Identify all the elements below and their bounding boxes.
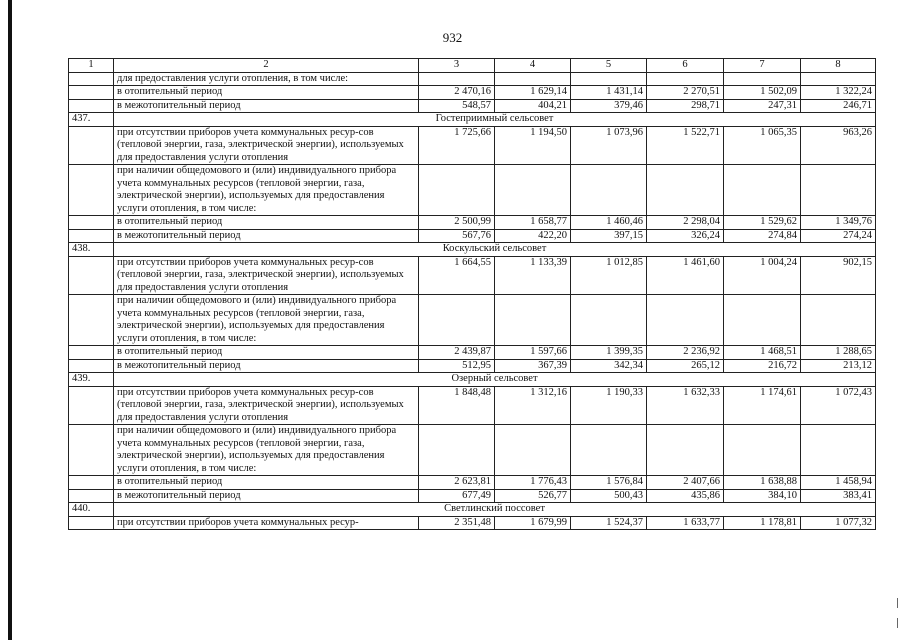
section-number: 439. bbox=[69, 373, 114, 387]
scan-mark bbox=[897, 598, 898, 608]
value-cell: 213,12 bbox=[801, 359, 876, 373]
value-cell: 1 012,85 bbox=[571, 256, 647, 295]
value-cell: 526,77 bbox=[495, 489, 571, 503]
value-cell: 383,41 bbox=[801, 489, 876, 503]
section-header-row bbox=[69, 113, 876, 127]
value-cell: 2 236,92 bbox=[647, 346, 724, 360]
value-cell: 246,71 bbox=[801, 99, 876, 113]
value-cell: 1 178,81 bbox=[724, 516, 801, 530]
table-row bbox=[69, 165, 876, 216]
row-number-cell bbox=[69, 516, 114, 530]
row-description: в отопительный период bbox=[114, 216, 419, 230]
section-number: 437. bbox=[69, 113, 114, 127]
value-cell: 1 004,24 bbox=[724, 256, 801, 295]
value-cell: 1 431,14 bbox=[571, 86, 647, 100]
value-cell: 1 633,77 bbox=[647, 516, 724, 530]
section-title: Гостеприимный сельсовет bbox=[114, 113, 876, 127]
value-cell: 1 597,66 bbox=[495, 346, 571, 360]
value-cell: 274,24 bbox=[801, 229, 876, 243]
row-description: при наличии общедомового и (или) индивидуального прибора учета коммунальных ресурсов (тепловой энергии, газа, электрической энергии), используемых для предоставления услуги отопления, в том числе: bbox=[114, 425, 419, 476]
value-cell: 2 623,81 bbox=[419, 476, 495, 490]
row-number-cell bbox=[69, 229, 114, 243]
value-cell: 1 664,55 bbox=[419, 256, 495, 295]
value-cell: 1 288,65 bbox=[801, 346, 876, 360]
value-cell: 1 133,39 bbox=[495, 256, 571, 295]
value-cell: 247,31 bbox=[724, 99, 801, 113]
table-row bbox=[69, 346, 876, 360]
row-description: при отсутствии приборов учета коммунальных ресур- bbox=[114, 516, 419, 530]
table-row bbox=[69, 216, 876, 230]
value-cell: 1 460,46 bbox=[571, 216, 647, 230]
value-cell bbox=[724, 425, 801, 476]
row-number-cell bbox=[69, 126, 114, 165]
value-cell: 1 629,14 bbox=[495, 86, 571, 100]
table-row bbox=[69, 229, 876, 243]
value-cell: 548,57 bbox=[419, 99, 495, 113]
table-row bbox=[69, 126, 876, 165]
row-description: для предоставления услуги отопления, в том числе: bbox=[114, 72, 419, 86]
row-number-cell bbox=[69, 99, 114, 113]
table-row bbox=[69, 295, 876, 346]
value-cell: 1 502,09 bbox=[724, 86, 801, 100]
row-description: в отопительный период bbox=[114, 346, 419, 360]
value-cell bbox=[571, 425, 647, 476]
row-description: при отсутствии приборов учета коммунальных ресур-сов (тепловой энергии, газа, электрической энергии), используемых для предоставления услуги отопления bbox=[114, 386, 419, 425]
value-cell bbox=[724, 72, 801, 86]
section-title: Озерный сельсовет bbox=[114, 373, 876, 387]
value-cell: 1 399,35 bbox=[571, 346, 647, 360]
row-description: в межотопительный период bbox=[114, 359, 419, 373]
table-row bbox=[69, 99, 876, 113]
section-number: 438. bbox=[69, 243, 114, 257]
value-cell: 2 470,16 bbox=[419, 86, 495, 100]
value-cell: 1 077,32 bbox=[801, 516, 876, 530]
table-body bbox=[69, 59, 876, 530]
row-description: в отопительный период bbox=[114, 476, 419, 490]
value-cell bbox=[571, 72, 647, 86]
value-cell bbox=[647, 72, 724, 86]
value-cell bbox=[724, 295, 801, 346]
row-number-cell bbox=[69, 425, 114, 476]
value-cell: 2 407,66 bbox=[647, 476, 724, 490]
value-cell: 1 461,60 bbox=[647, 256, 724, 295]
section-number: 440. bbox=[69, 503, 114, 517]
value-cell: 1 848,48 bbox=[419, 386, 495, 425]
page-number: 932 bbox=[442, 30, 463, 45]
column-header: 5 bbox=[571, 59, 647, 73]
section-header-row bbox=[69, 243, 876, 257]
value-cell: 1 522,71 bbox=[647, 126, 724, 165]
table-row bbox=[69, 489, 876, 503]
value-cell: 1 725,66 bbox=[419, 126, 495, 165]
table-row bbox=[69, 516, 876, 530]
value-cell: 384,10 bbox=[724, 489, 801, 503]
row-number-cell bbox=[69, 165, 114, 216]
section-title: Коскульский сельсовет bbox=[114, 243, 876, 257]
value-cell: 2 351,48 bbox=[419, 516, 495, 530]
value-cell: 963,26 bbox=[801, 126, 876, 165]
value-cell: 435,86 bbox=[647, 489, 724, 503]
row-description: при наличии общедомового и (или) индивидуального прибора учета коммунальных ресурсов (тепловой энергии, газа, электрической энергии), используемых для предоставления услуги отопления, в том числе: bbox=[114, 295, 419, 346]
value-cell: 1 190,33 bbox=[571, 386, 647, 425]
value-cell bbox=[571, 165, 647, 216]
section-header-row bbox=[69, 503, 876, 517]
value-cell bbox=[801, 295, 876, 346]
value-cell: 1 679,99 bbox=[495, 516, 571, 530]
value-cell bbox=[419, 165, 495, 216]
value-cell: 1 529,62 bbox=[724, 216, 801, 230]
row-number-cell bbox=[69, 295, 114, 346]
table-row bbox=[69, 359, 876, 373]
table-row bbox=[69, 386, 876, 425]
value-cell bbox=[419, 72, 495, 86]
row-description: при отсутствии приборов учета коммунальных ресур-сов (тепловой энергии, газа, электрической энергии), используемых для предоставления услуги отопления bbox=[114, 256, 419, 295]
tariff-table bbox=[68, 58, 876, 530]
value-cell bbox=[724, 165, 801, 216]
value-cell bbox=[419, 425, 495, 476]
table-row bbox=[69, 256, 876, 295]
scan-mark bbox=[897, 618, 898, 628]
value-cell: 1 524,37 bbox=[571, 516, 647, 530]
value-cell: 1 468,51 bbox=[724, 346, 801, 360]
value-cell: 265,12 bbox=[647, 359, 724, 373]
value-cell: 1 322,24 bbox=[801, 86, 876, 100]
column-header: 3 bbox=[419, 59, 495, 73]
row-number-cell bbox=[69, 256, 114, 295]
header-row bbox=[69, 59, 876, 73]
value-cell: 500,43 bbox=[571, 489, 647, 503]
value-cell: 397,15 bbox=[571, 229, 647, 243]
row-description: в межотопительный период bbox=[114, 99, 419, 113]
value-cell: 367,39 bbox=[495, 359, 571, 373]
value-cell: 512,95 bbox=[419, 359, 495, 373]
value-cell bbox=[801, 425, 876, 476]
value-cell: 902,15 bbox=[801, 256, 876, 295]
value-cell bbox=[571, 295, 647, 346]
column-header: 2 bbox=[114, 59, 419, 73]
value-cell bbox=[495, 295, 571, 346]
value-cell: 1 458,94 bbox=[801, 476, 876, 490]
row-number-cell bbox=[69, 216, 114, 230]
column-header: 8 bbox=[801, 59, 876, 73]
value-cell: 404,21 bbox=[495, 99, 571, 113]
table-row bbox=[69, 86, 876, 100]
row-number-cell bbox=[69, 386, 114, 425]
value-cell: 1 632,33 bbox=[647, 386, 724, 425]
value-cell: 1 312,16 bbox=[495, 386, 571, 425]
column-header: 1 bbox=[69, 59, 114, 73]
table-row bbox=[69, 476, 876, 490]
value-cell: 326,24 bbox=[647, 229, 724, 243]
value-cell bbox=[801, 165, 876, 216]
row-number-cell bbox=[69, 72, 114, 86]
value-cell: 2 270,51 bbox=[647, 86, 724, 100]
value-cell: 2 500,99 bbox=[419, 216, 495, 230]
value-cell: 274,84 bbox=[724, 229, 801, 243]
value-cell: 1 349,76 bbox=[801, 216, 876, 230]
value-cell: 567,76 bbox=[419, 229, 495, 243]
value-cell: 1 658,77 bbox=[495, 216, 571, 230]
value-cell bbox=[495, 425, 571, 476]
section-header-row bbox=[69, 373, 876, 387]
row-number-cell bbox=[69, 86, 114, 100]
value-cell: 1 065,35 bbox=[724, 126, 801, 165]
binding-edge-rule bbox=[8, 0, 12, 640]
table-row bbox=[69, 425, 876, 476]
value-cell: 298,71 bbox=[647, 99, 724, 113]
value-cell: 1 072,43 bbox=[801, 386, 876, 425]
value-cell: 1 194,50 bbox=[495, 126, 571, 165]
value-cell: 1 174,61 bbox=[724, 386, 801, 425]
value-cell: 1 638,88 bbox=[724, 476, 801, 490]
row-description: в отопительный период bbox=[114, 86, 419, 100]
value-cell: 342,34 bbox=[571, 359, 647, 373]
column-header: 7 bbox=[724, 59, 801, 73]
value-cell: 1 776,43 bbox=[495, 476, 571, 490]
value-cell: 216,72 bbox=[724, 359, 801, 373]
row-number-cell bbox=[69, 359, 114, 373]
value-cell: 2 298,04 bbox=[647, 216, 724, 230]
value-cell: 422,20 bbox=[495, 229, 571, 243]
row-description: при отсутствии приборов учета коммунальных ресур-сов (тепловой энергии, газа, электрической энергии), используемых для предоставления услуги отопления bbox=[114, 126, 419, 165]
value-cell bbox=[647, 295, 724, 346]
column-header: 4 bbox=[495, 59, 571, 73]
row-description: при наличии общедомового и (или) индивидуального прибора учета коммунальных ресурсов (тепловой энергии, газа, электрической энергии), используемых для предоставления услуги отопления, в том числе: bbox=[114, 165, 419, 216]
value-cell bbox=[801, 72, 876, 86]
value-cell bbox=[495, 72, 571, 86]
table-row bbox=[69, 72, 876, 86]
value-cell: 1 576,84 bbox=[571, 476, 647, 490]
value-cell: 677,49 bbox=[419, 489, 495, 503]
row-number-cell bbox=[69, 346, 114, 360]
value-cell: 2 439,87 bbox=[419, 346, 495, 360]
column-header: 6 bbox=[647, 59, 724, 73]
value-cell bbox=[495, 165, 571, 216]
row-number-cell bbox=[69, 476, 114, 490]
value-cell bbox=[647, 165, 724, 216]
value-cell bbox=[647, 425, 724, 476]
row-description: в межотопительный период bbox=[114, 489, 419, 503]
value-cell: 379,46 bbox=[571, 99, 647, 113]
section-title: Светлинский поссовет bbox=[114, 503, 876, 517]
value-cell: 1 073,96 bbox=[571, 126, 647, 165]
row-description: в межотопительный период bbox=[114, 229, 419, 243]
value-cell bbox=[419, 295, 495, 346]
row-number-cell bbox=[69, 489, 114, 503]
